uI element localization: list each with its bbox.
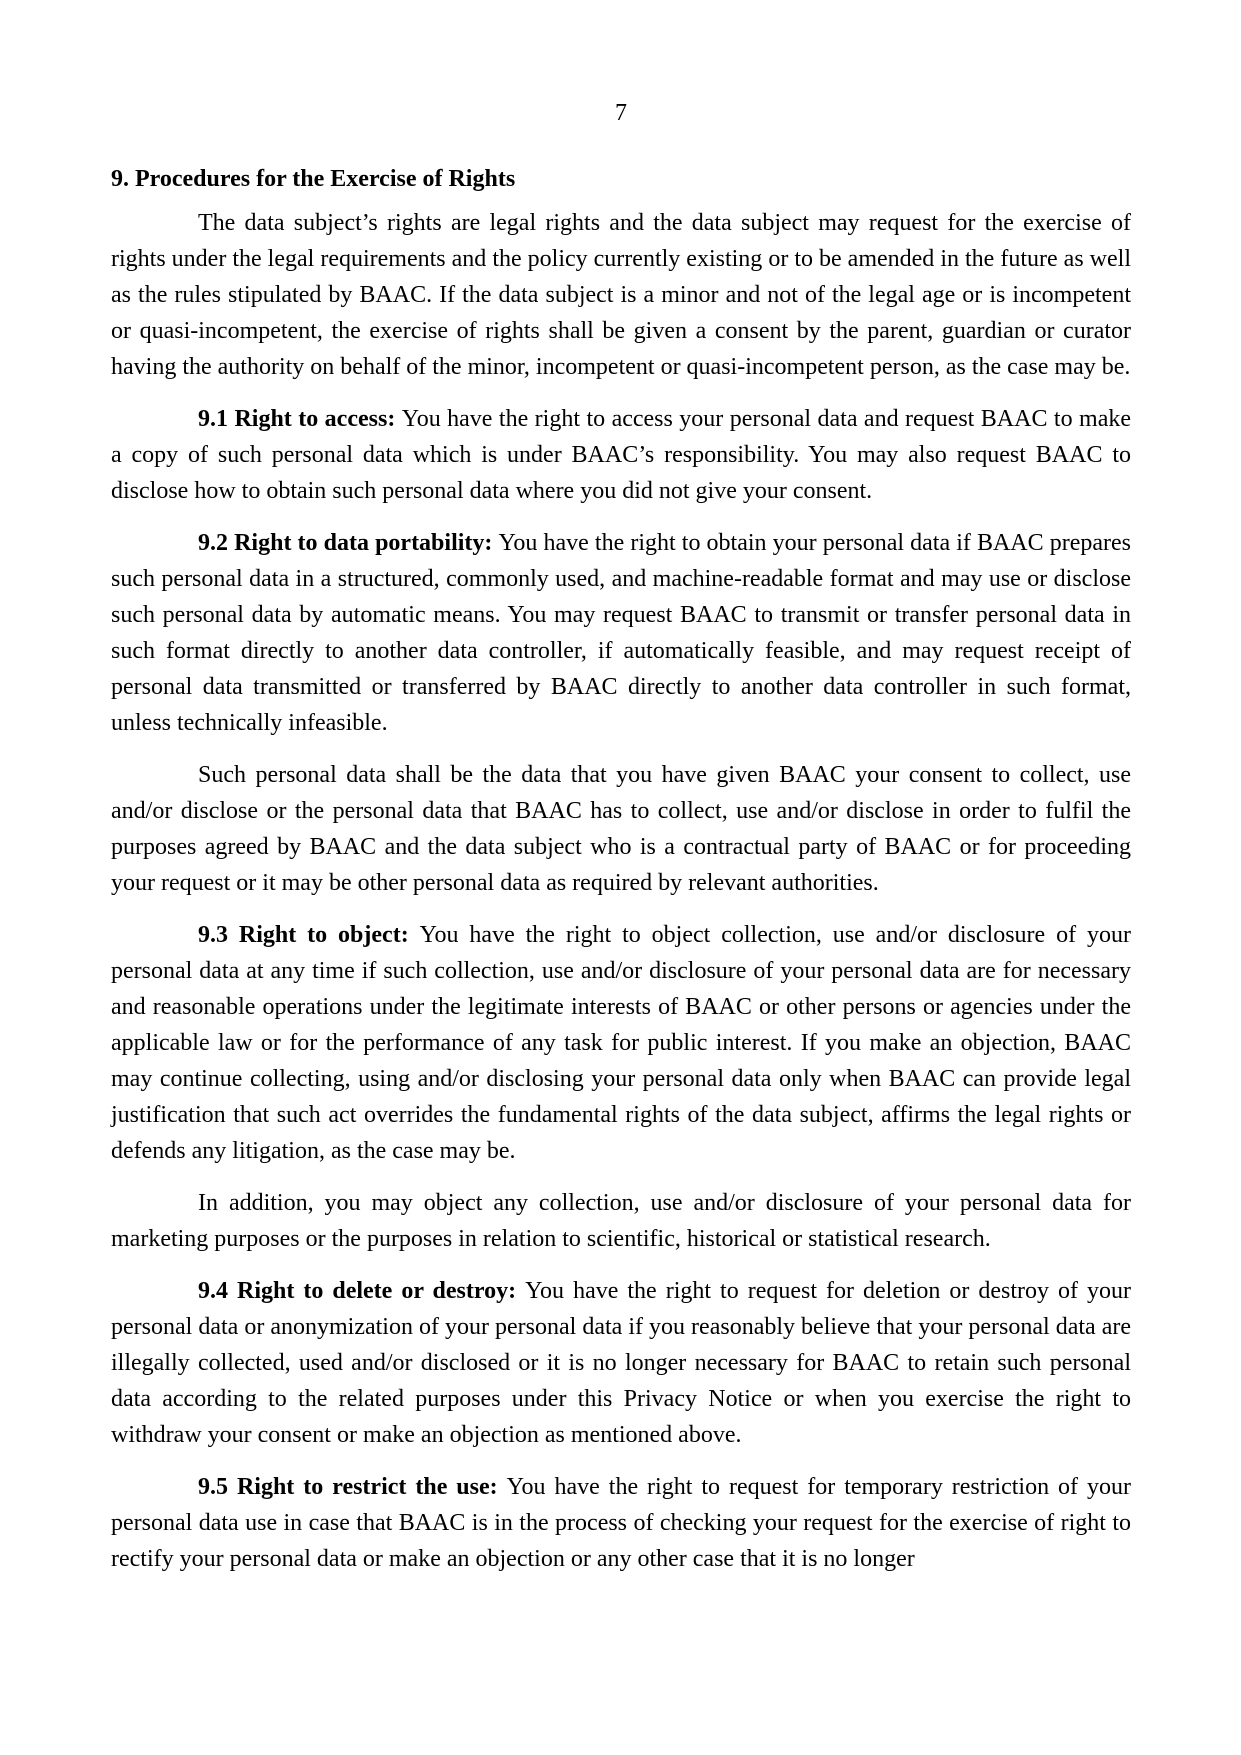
paragraph: 9.4 Right to delete or destroy: You have the right to request for deletion or destroy of your personal data or anonymization of your personal data if you reasonably believe that your personal data are illegally collected, used and/or disclosed or it is no longer necessary for BAAC to retain such personal data according to the related purposes under this Privacy Notice or when you exercise the right to withdraw your consent or make an objection as mentioned above. <box>111 1278 1132 1448</box>
paragraph: In addition, you may object any collection, use and/or disclosure of your personal data for marketing purposes or the purposes in relation to scientific, historical or statistical research. <box>111 1190 1131 1252</box>
paragraph: Such personal data shall be the data that you have given BAAC your consent to collect, use and/or disclose or the personal data that BAAC has to collect, use and/or disclose in order to fulfil the purposes agreed by BAAC and the data subject who is a contractual party of BAAC or for proceeding your request or it may be other personal data as required by relevant authorities. <box>111 762 1131 896</box>
paragraph: 9.5 Right to restrict the use: You have the right to request for temporary restriction of your personal data use in case that BAAC is in the process of checking your request for the exercise of right to rectify your personal data or make an objection or any other case that it is no longer <box>111 1474 1131 1572</box>
paragraph: 9.3 Right to object: You have the right to object collection, use and/or disclosure of your personal data at any time if such collection, use and/or disclosure of your personal data are for necessary and reasonable operations under the legitimate interests of BAAC or other persons or agencies under the applicable law or for the performance of any task for public interest. If you make an objection, BAAC may continue collecting, using and/or disclosing your personal data only when BAAC can provide legal justification that such act overrides the fundamental rights of the data subject, affirms the legal rights or defends any litigation, as the case may be. <box>111 922 1131 1164</box>
paragraph-lead: 9.4 Right to delete or destroy: <box>198 1278 526 1304</box>
page-number: 7 <box>615 100 627 126</box>
paragraph-lead: 9.2 Right to data portability: <box>198 530 499 556</box>
paragraph: 9.2 Right to data portability: You have the right to obtain your personal data if BAAC prepares such personal data in a structured, commonly used, and machine-readable format and may use or disclose such personal data by automatic means. You may request BAAC to transmit or transfer personal data in such format directly to another data controller, if automatically feasible, and may request receipt of personal data transmitted or transferred by BAAC directly to another data controller in such format, unless technically infeasible. <box>111 530 1132 736</box>
paragraph-lead: 9.3 Right to object: <box>198 922 420 948</box>
section-heading: 9. Procedures for the Exercise of Rights <box>111 166 516 192</box>
paragraph: 9.1 Right to access: You have the right to access your personal data and request BAAC to make a copy of such personal data which is under BAAC’s responsibility. You may also request BAAC to disclose how to obtain such personal data where you did not give your consent. <box>111 406 1131 504</box>
paragraph-lead: 9.1 Right to access: <box>198 406 402 432</box>
document-body <box>111 205 1131 1577</box>
paragraph: The data subject’s rights are legal rights and the data subject may request for the exercise of rights under the legal requirements and the policy currently existing or to be amended in the future as well as the rules stipulated by BAAC. If the data subject is a minor and not of the legal age or is incompetent or quasi-incompetent, the exercise of rights shall be given a consent by the parent, guardian or curator having the authority on behalf of the minor, incompetent or quasi-incompetent person, as the case may be. <box>111 210 1131 380</box>
paragraph-lead: 9.5 Right to restrict the use: <box>198 1474 507 1500</box>
